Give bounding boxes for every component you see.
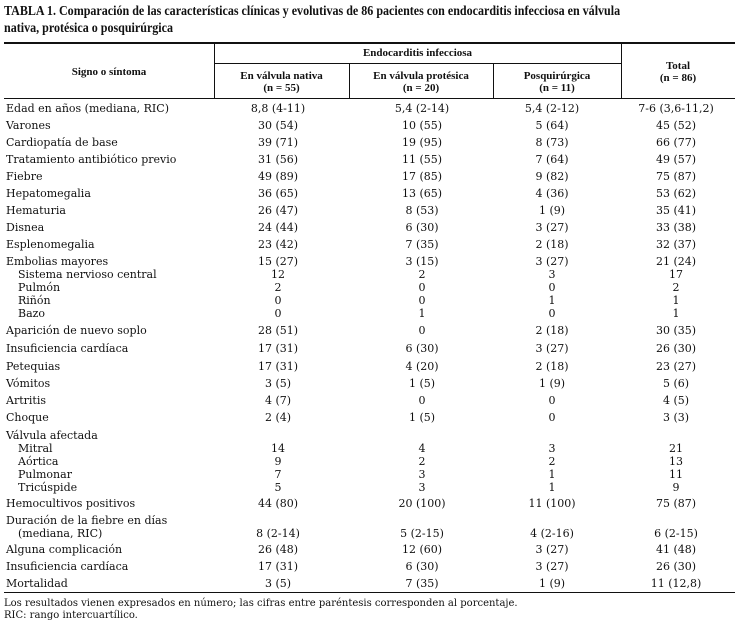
- row-sublabel: Sistema nervioso central: [18, 268, 157, 281]
- cell-nativa: 14: [271, 442, 285, 455]
- cell-posquirurgica: 1 (9): [538, 577, 566, 590]
- cell-posquirurgica: 1: [548, 468, 556, 481]
- row-label: Válvula afectada: [6, 429, 98, 442]
- cell-protesica: 13 (65): [401, 187, 443, 200]
- cell-nativa: 23 (42): [257, 238, 299, 251]
- cell-total: 4 (5): [662, 394, 690, 407]
- cell-posquirurgica: 3 (27): [535, 342, 569, 355]
- row-label: Esplenomegalia: [6, 238, 95, 251]
- cell-posquirurgica: 3: [548, 268, 556, 281]
- cell-protesica: 2: [418, 268, 426, 281]
- cell-nativa: 9: [274, 455, 282, 468]
- cell-nativa: 49 (89): [257, 170, 299, 183]
- row-label: Mortalidad: [6, 577, 68, 590]
- row-sublabel: Aórtica: [18, 455, 59, 468]
- cell-nativa: 12: [271, 268, 285, 281]
- cell-total: 1: [672, 294, 680, 307]
- row-label: Fiebre: [6, 170, 43, 183]
- cell-posquirurgica: 0: [548, 307, 556, 320]
- cell-total: 45 (52): [655, 119, 697, 132]
- row-label-cont: (mediana, RIC): [18, 527, 103, 540]
- cell-protesica: 4: [418, 442, 426, 455]
- header-posq-label: Posquirúrgica: [523, 70, 591, 82]
- row-label: Embolias mayores: [6, 255, 109, 268]
- cell-protesica: 17 (85): [401, 170, 443, 183]
- row-sublabel: Bazo: [18, 307, 46, 320]
- cell-total: 2: [672, 281, 680, 294]
- cell-protesica: 0: [418, 281, 426, 294]
- cell-posquirurgica: 11 (100): [528, 497, 576, 510]
- cell-posquirurgica: 2 (18): [535, 360, 569, 373]
- cell-total: 3 (3): [662, 411, 690, 424]
- cell-nativa: 39 (71): [257, 136, 299, 149]
- header-total: [621, 60, 735, 84]
- cell-posquirurgica: 9 (82): [535, 170, 569, 183]
- cell-nativa: 28 (51): [257, 324, 299, 337]
- cell-total: 26 (30): [655, 560, 697, 573]
- cell-total: 21 (24): [655, 255, 697, 268]
- cell-nativa: 3 (5): [264, 377, 292, 390]
- cell-protesica: 0: [418, 294, 426, 307]
- cell-total: 11 (12,8): [650, 577, 702, 590]
- cell-protesica: 6 (30): [405, 221, 439, 234]
- header-nativa-n: (n = 55): [263, 82, 300, 94]
- header-total-n: (n = 86): [659, 72, 697, 84]
- cell-posquirurgica: 7 (64): [535, 153, 569, 166]
- row-sublabel: Pulmón: [18, 281, 61, 294]
- cell-nativa: 36 (65): [257, 187, 299, 200]
- row-sublabel: Riñón: [18, 294, 51, 307]
- row-sublabel: Pulmonar: [18, 468, 72, 481]
- cell-protesica: 1: [418, 307, 426, 320]
- cell-posquirurgica: 1: [548, 294, 556, 307]
- footnote-1: Los resultados vienen expresados en número; las cifras entre paréntesis corresponden al porcentaje.: [4, 598, 518, 609]
- cell-protesica: 10 (55): [401, 119, 443, 132]
- header-group: Endocarditis infecciosa: [362, 47, 473, 59]
- cell-total: 66 (77): [655, 136, 697, 149]
- cell-total: 41 (48): [655, 543, 697, 556]
- cell-total: 5 (6): [662, 377, 690, 390]
- cell-protesica: 19 (95): [401, 136, 443, 149]
- cell-nativa: 8,8 (4-11): [250, 102, 306, 115]
- header-nativa-label: En válvula nativa: [240, 70, 323, 82]
- row-label: Insuficiencia cardíaca: [6, 560, 129, 573]
- cell-protesica: 1 (5): [408, 377, 436, 390]
- cell-total: 75 (87): [655, 497, 697, 510]
- row-label: Alguna complicación: [6, 543, 123, 556]
- cell-posquirurgica: 0: [548, 394, 556, 407]
- row-label: Tratamiento antibiótico previo: [6, 153, 177, 166]
- cell-nativa: 24 (44): [257, 221, 299, 234]
- cell-posquirurgica: 8 (73): [535, 136, 569, 149]
- cell-protesica: 4 (20): [405, 360, 439, 373]
- footnote-2: RIC: rango intercuartílico.: [4, 610, 138, 621]
- cell-nativa: 31 (56): [257, 153, 299, 166]
- cell-total: 26 (30): [655, 342, 697, 355]
- cell-total: 32 (37): [655, 238, 697, 251]
- row-label: Petequias: [6, 360, 61, 373]
- header-nativa: [214, 70, 349, 94]
- cell-posquirurgica: 5,4 (2-12): [524, 102, 580, 115]
- header-protesica-label: En válvula protésica: [373, 70, 469, 82]
- cell-posquirurgica: 4 (36): [535, 187, 569, 200]
- cell-protesica: 7 (35): [405, 577, 439, 590]
- row-sublabel: Mitral: [18, 442, 53, 455]
- row-label: Cardiopatía de base: [6, 136, 118, 149]
- cell-posquirurgica: 1: [548, 481, 556, 494]
- cell-total: 11: [669, 468, 683, 481]
- header-protesica: [349, 70, 493, 94]
- cell-nativa: 8 (2-14): [256, 527, 300, 540]
- cell-posquirurgica: 3 (27): [535, 255, 569, 268]
- cell-nativa: 2 (4): [264, 411, 292, 424]
- cell-posquirurgica: 3 (27): [535, 560, 569, 573]
- top-rule: [4, 42, 735, 44]
- cell-protesica: 5 (2-15): [400, 527, 444, 540]
- cell-nativa: 17 (31): [257, 360, 299, 373]
- cell-nativa: 0: [274, 307, 282, 320]
- row-label: Insuficiencia cardíaca: [6, 342, 129, 355]
- cell-protesica: 3: [418, 481, 426, 494]
- row-label: Varones: [6, 119, 51, 132]
- cell-posquirurgica: 2: [548, 455, 556, 468]
- row-label: Hepatomegalia: [6, 187, 91, 200]
- cell-posquirurgica: 4 (2-16): [530, 527, 574, 540]
- cell-protesica: 12 (60): [401, 543, 443, 556]
- row-label: Vómitos: [6, 377, 51, 390]
- header-bottom-rule: [4, 98, 735, 99]
- cell-posquirurgica: 3 (27): [535, 221, 569, 234]
- cell-total: 35 (41): [655, 204, 697, 217]
- group-header-rule: [214, 63, 621, 64]
- cell-protesica: 6 (30): [405, 342, 439, 355]
- cell-posquirurgica: 2 (18): [535, 238, 569, 251]
- cell-total: 75 (87): [655, 170, 697, 183]
- row-label: Artritis: [6, 394, 46, 407]
- cell-nativa: 26 (47): [257, 204, 299, 217]
- cell-total: 7-6 (3,6-11,2): [638, 102, 714, 115]
- row-sublabel: Tricúspide: [18, 481, 78, 494]
- row-label: Edad en años (mediana, RIC): [6, 102, 169, 115]
- body-bottom-rule: [4, 592, 735, 593]
- cell-protesica: 6 (30): [405, 560, 439, 573]
- cell-nativa: 30 (54): [257, 119, 299, 132]
- cell-total: 23 (27): [655, 360, 697, 373]
- cell-posquirurgica: 3: [548, 442, 556, 455]
- row-label: Disnea: [6, 221, 45, 234]
- row-label: Hemocultivos positivos: [6, 497, 136, 510]
- cell-protesica: 8 (53): [405, 204, 439, 217]
- cell-nativa: 44 (80): [257, 497, 299, 510]
- cell-nativa: 7: [274, 468, 282, 481]
- cell-protesica: 20 (100): [398, 497, 446, 510]
- row-label: Choque: [6, 411, 49, 424]
- cell-nativa: 15 (27): [257, 255, 299, 268]
- cell-protesica: 3 (15): [405, 255, 439, 268]
- cell-protesica: 7 (35): [405, 238, 439, 251]
- cell-posquirurgica: 3 (27): [535, 543, 569, 556]
- cell-nativa: 2: [274, 281, 282, 294]
- header-signo: Signo o síntoma: [71, 66, 147, 78]
- cell-nativa: 0: [274, 294, 282, 307]
- cell-total: 1: [672, 307, 680, 320]
- row-label: Hematuria: [6, 204, 66, 217]
- row-label: Duración de la fiebre en días: [6, 514, 168, 527]
- cell-posquirurgica: 0: [548, 281, 556, 294]
- cell-total: 13: [669, 455, 683, 468]
- cell-total: 30 (35): [655, 324, 697, 337]
- header-posq-n: (n = 11): [539, 82, 575, 94]
- cell-total: 49 (57): [655, 153, 697, 166]
- row-label: Aparición de nuevo soplo: [6, 324, 147, 337]
- cell-posquirurgica: 5 (64): [535, 119, 569, 132]
- cell-protesica: 0: [418, 394, 426, 407]
- cell-posquirurgica: 1 (9): [538, 204, 566, 217]
- cell-nativa: 17 (31): [257, 560, 299, 573]
- header-protesica-n: (n = 20): [402, 82, 440, 94]
- header-total-label: Total: [665, 60, 691, 72]
- cell-protesica: 1 (5): [408, 411, 436, 424]
- cell-nativa: 3 (5): [264, 577, 292, 590]
- cell-nativa: 4 (7): [264, 394, 292, 407]
- cell-total: 33 (38): [655, 221, 697, 234]
- cell-protesica: 2: [418, 455, 426, 468]
- cell-posquirurgica: 2 (18): [535, 324, 569, 337]
- cell-total: 9: [672, 481, 680, 494]
- cell-nativa: 5: [274, 481, 282, 494]
- cell-total: 53 (62): [655, 187, 697, 200]
- cell-nativa: 26 (48): [257, 543, 299, 556]
- cell-protesica: 3: [418, 468, 426, 481]
- cell-protesica: 5,4 (2-14): [394, 102, 450, 115]
- cell-posquirurgica: 1 (9): [538, 377, 566, 390]
- table-title: TABLA 1. Comparación de las características clínicas y evolutivas de 86 pacientes con endocarditis infecciosa en válvula nativa, protésica o posquirúrgica: [4, 4, 621, 36]
- cell-posquirurgica: 0: [548, 411, 556, 424]
- cell-protesica: 0: [418, 324, 426, 337]
- header-posquirurgica: [493, 70, 621, 94]
- cell-protesica: 11 (55): [401, 153, 443, 166]
- cell-total: 6 (2-15): [654, 527, 698, 540]
- cell-total: 21: [669, 442, 683, 455]
- cell-total: 17: [669, 268, 683, 281]
- cell-nativa: 17 (31): [257, 342, 299, 355]
